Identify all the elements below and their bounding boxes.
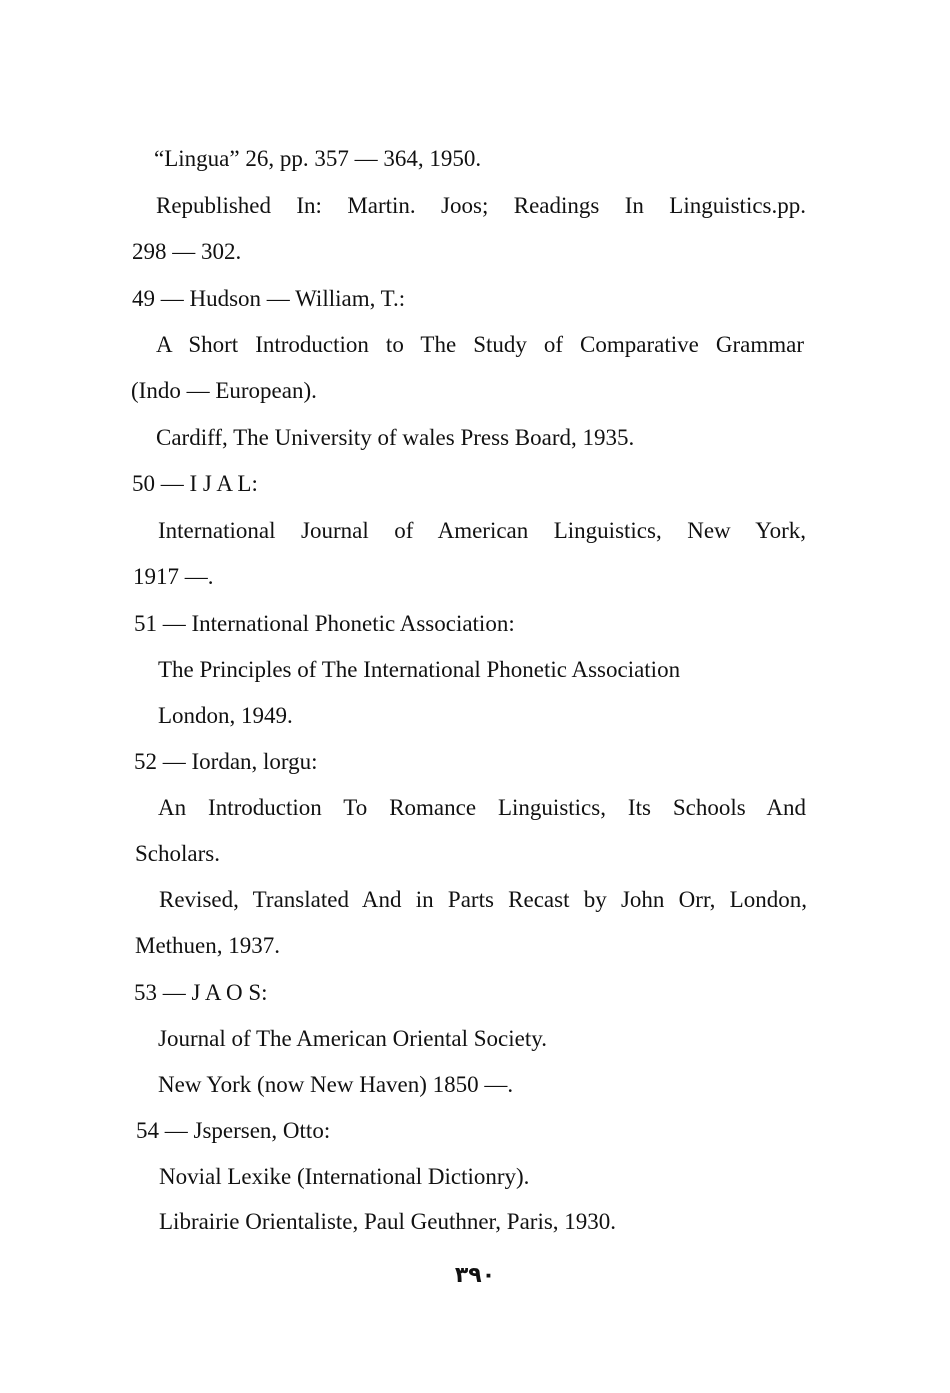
ref-entry-54: 54 — Jspersen, Otto: xyxy=(136,1118,331,1143)
ref-line-london-1949: London, 1949. xyxy=(158,703,293,728)
ref-line-cardiff: Cardiff, The University of wales Press Board, 1935. xyxy=(156,425,635,450)
ref-entry-49: 49 — Hudson — William, T.: xyxy=(132,286,406,311)
ref-line-lingua: “Lingua” 26, pp. 357 — 364, 1950. xyxy=(154,146,482,171)
ref-line-indo-european: (Indo — European). xyxy=(131,378,317,403)
ref-entry-50: 50 — I J A L: xyxy=(132,471,258,496)
ref-entry-53: 53 — J A O S: xyxy=(134,980,268,1005)
ref-line-methuen: Methuen, 1937. xyxy=(135,933,281,958)
page-number: ٣٩٠ xyxy=(454,1263,496,1288)
ref-line-ijal-journal: International Journal of American Linguistics, New York, xyxy=(158,518,806,543)
ref-line-republished: Republished In: Martin. Joos; Readings In Linguistics.pp. xyxy=(156,193,806,218)
ref-line-romance-linguistics: An Introduction To Romance Linguistics, Its Schools And xyxy=(158,795,806,820)
ref-line-librairie: Librairie Orientaliste, Paul Geuthner, Paris, 1930. xyxy=(159,1209,617,1234)
ref-line-scholars: Scholars. xyxy=(135,841,220,866)
ref-line-principles: The Principles of The International Phonetic Association xyxy=(158,657,681,682)
ref-entry-52: 52 — Iordan, lorgu: xyxy=(134,749,318,774)
ref-line-revised: Revised, Translated And in Parts Recast by John Orr, London, xyxy=(159,887,807,912)
ref-line-novial: Novial Lexike (International Dictionry). xyxy=(159,1164,530,1189)
ref-line-pages: 298 — 302. xyxy=(132,239,242,264)
ref-line-1917: 1917 —. xyxy=(133,564,214,589)
ref-line-short-introduction: A Short Introduction to The Study of Comparative Grammar xyxy=(156,332,804,357)
ref-line-new-york: New York (now New Haven) 1850 —. xyxy=(158,1072,514,1097)
ref-entry-51: 51 — International Phonetic Association: xyxy=(134,611,515,636)
ref-line-jaos-journal: Journal of The American Oriental Society. xyxy=(158,1026,547,1051)
